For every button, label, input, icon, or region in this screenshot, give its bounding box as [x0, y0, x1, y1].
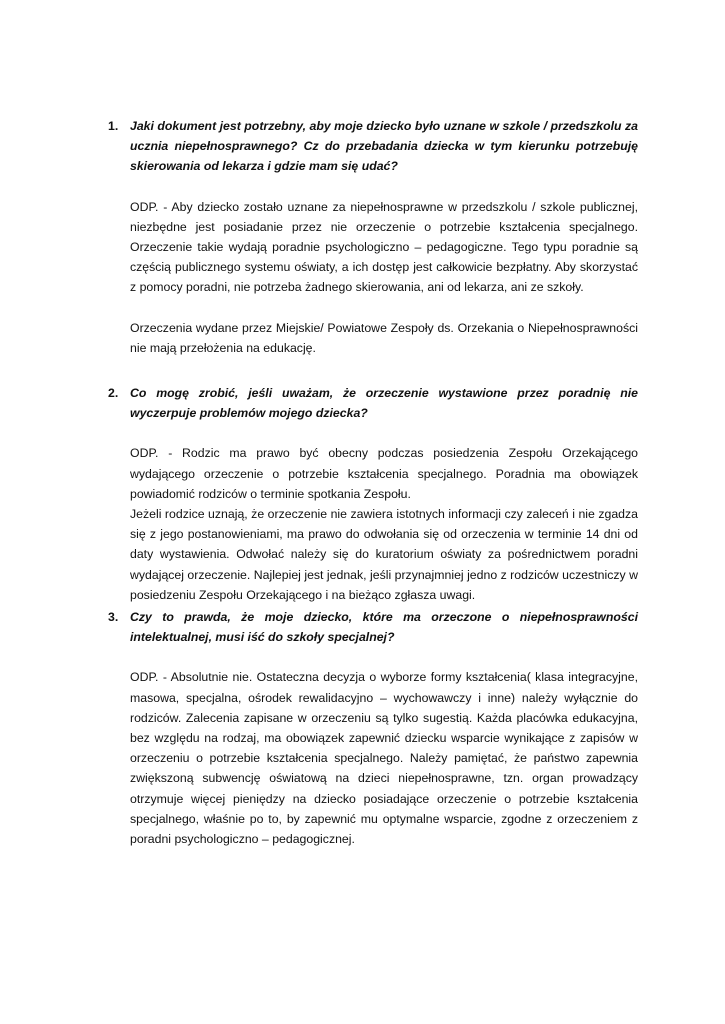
qa-item-1: [108, 116, 638, 358]
question-text: Czy to prawda, że moje dziecko, które ma orzeczone o niepełnosprawności intelektualnej, musi iść do szkoły specjalnej?: [130, 610, 638, 645]
question-1: [108, 116, 638, 177]
question-2: [108, 383, 638, 423]
answer-paragraph: Orzeczenia wydane przez Miejskie/ Powiatowe Zespoły ds. Orzekania o Niepełnosprawności nie mają przełożenia na edukację.: [130, 320, 638, 355]
answer-paragraph: ODP. - Aby dziecko zostało uznane za niepełnosprawne w przedszkolu / szkole publicznej, niezbędne jest posiadanie przez nie orzeczenie o potrzebie kształcenia specjalnego. Orzeczenie takie wydają poradnie psychologiczno – pedagogiczne. Tego typu poradnie są częścią publicznego systemu oświaty, a ich dostęp jest całkowicie bezpłatny. Aby skorzystać z pomocy poradni, nie potrzeba żadnego skierowania, ani od lekarza, ani ze szkoły.: [130, 199, 638, 295]
qa-item-3: [108, 607, 638, 849]
question-number: 3.: [108, 610, 119, 624]
qa-item-2: [108, 383, 638, 605]
answer-paragraph: ODP. - Absolutnie nie. Ostateczna decyzja o wyborze formy kształcenia( klasa integracyjne, masowa, specjalna, ośrodek rewalidacyjno – wychowawczy i inne) należy wyłącznie do rodziców. Zalecenia zapisane w orzeczeniu są tylko sugestią. Każda placówka edukacyjna, bez względu na rodzaj, ma obowiązek zapewnić dziecku wsparcie wynikające z zapisów w orzeczeniu o potrzebie kształcenia specjalnego. Należy pamiętać, że państwo zapewnia zwiększoną subwencję oświatową na dzieci niepełnosprawne, tzn. organ prowadzący otrzymuje więcej pieniędzy na dziecko posiadające orzeczenie o potrzebie kształcenia specjalnego, właśnie po to, by zapewnić mu optymalne wsparcie, zgodne z orzeczeniem z poradni psychologiczno – pedagogicznej.: [130, 670, 638, 847]
question-number: 2.: [108, 386, 119, 400]
answer-paragraph: Jeżeli rodzice uznają, że orzeczenie nie zawiera istotnych informacji czy zaleceń i nie zgadza się z jego postanowieniami, ma prawo do odwołania się od orzeczenia w terminie 14 dni od daty wystawienia. Odwołać należy się do kuratorium oświaty za pośrednictwem poradni wydającej orzeczenie. Najlepiej jest jednak, jeśli przynajmniej jedno z rodziców uczestniczy w posiedzeniu Zespołu Orzekającego i na bieżąco zgłasza uwagi.: [130, 507, 638, 602]
question-text: Jaki dokument jest potrzebny, aby moje dziecko było uznane w szkole / przedszkolu za ucznia niepełnosprawnego? Cz do przebadania dziecka w tym kierunku potrzebuję skierowania od lekarza i gdzie mam się udać?: [130, 119, 638, 174]
question-text: Co mogę zrobić, jeśli uważam, że orzeczenie wystawione przez poradnię nie wyczerpuje problemów mojego dziecka?: [130, 386, 638, 421]
answer-paragraph: ODP. - Rodzic ma prawo być obecny podczas posiedzenia Zespołu Orzekającego wydającego orzeczenie o potrzebie kształcenia specjalnego. Poradnia ma obowiązek powiadomić rodziców o terminie spotkania Zespołu.: [130, 446, 638, 501]
question-3: [108, 607, 638, 647]
question-number: 1.: [108, 119, 119, 133]
